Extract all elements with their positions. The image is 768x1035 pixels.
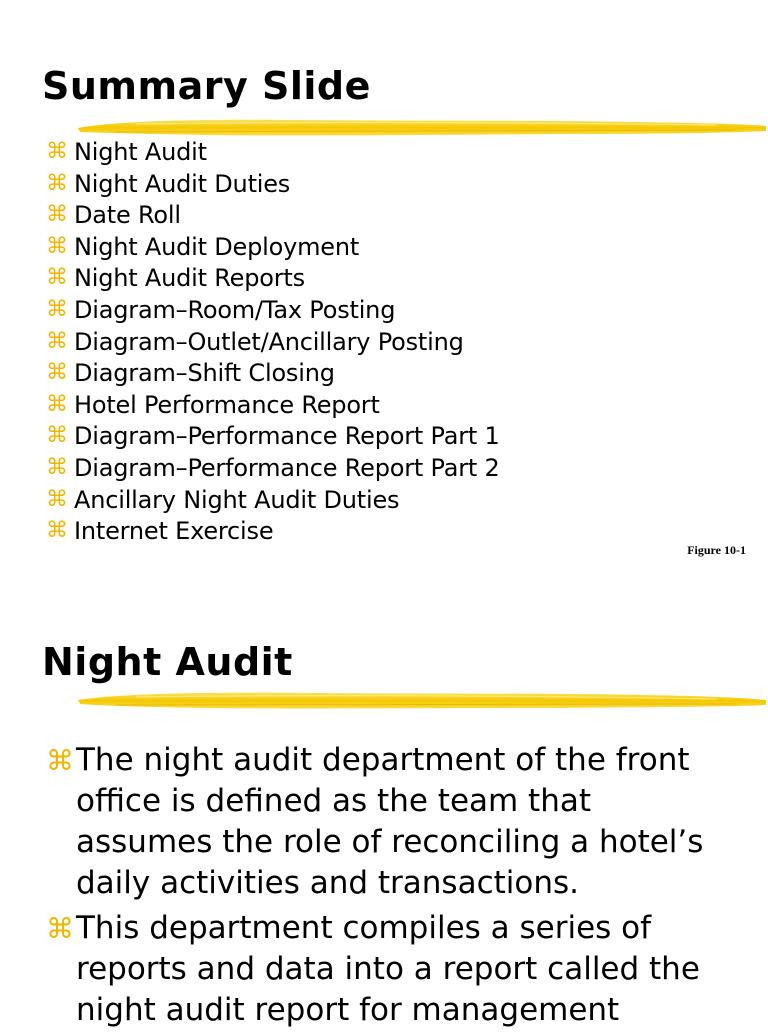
slide-title: Night Audit <box>42 640 293 684</box>
slide-title: Summary Slide <box>42 64 371 108</box>
yellow-brush-underline <box>76 688 768 714</box>
list-item-text: Ancillary Night Audit Duties <box>74 485 400 514</box>
list-item <box>46 740 736 904</box>
list-item-text: Diagram–Performance Report Part 2 <box>74 453 500 482</box>
command-bullet-icon: ⌘ <box>46 518 68 544</box>
list-item-text: Date Roll <box>74 201 181 230</box>
list-item-text: Diagram–Performance Report Part 1 <box>74 422 500 451</box>
command-bullet-icon: ⌘ <box>46 296 68 322</box>
command-bullet-icon: ⌘ <box>46 486 68 512</box>
list-item-text: The night audit department of the front office is defined as the team that assumes the role of reconciling a hotel’s daily activities and transactions. <box>76 742 704 901</box>
command-bullet-icon: ⌘ <box>46 391 68 417</box>
list-item-text: Diagram–Outlet/Ancillary Posting <box>74 327 464 356</box>
command-bullet-icon: ⌘ <box>46 360 68 386</box>
command-bullet-icon: ⌘ <box>46 454 68 480</box>
command-bullet-icon: ⌘ <box>46 202 68 228</box>
list-item-text: Hotel Performance Report <box>74 390 380 419</box>
command-bullet-icon: ⌘ <box>46 170 68 196</box>
list-item-text: Diagram–Room/Tax Posting <box>74 295 396 324</box>
command-bullet-icon: ⌘ <box>46 912 74 945</box>
list-item-text: Internet Exercise <box>74 517 274 546</box>
night-audit-bullet-list <box>46 740 736 1035</box>
figure-label: Figure 10-1 <box>687 543 746 557</box>
command-bullet-icon: ⌘ <box>46 744 74 777</box>
command-bullet-icon: ⌘ <box>46 328 68 354</box>
list-item-text: This department compiles a series of reports and data into a report called the night audit report for management <box>76 910 700 1028</box>
list-item-text: Night Audit <box>74 138 207 166</box>
list-item <box>46 908 736 1031</box>
list-item-text: Night Audit Duties <box>74 169 291 198</box>
command-bullet-icon: ⌘ <box>46 233 68 259</box>
command-bullet-icon: ⌘ <box>46 423 68 449</box>
command-bullet-icon: ⌘ <box>46 265 68 291</box>
list-item-text: Night Audit Deployment <box>74 232 360 261</box>
command-bullet-icon: ⌘ <box>46 139 68 164</box>
list-item-text: Diagram–Shift Closing <box>74 359 335 388</box>
list-item-text: Night Audit Reports <box>74 264 305 293</box>
